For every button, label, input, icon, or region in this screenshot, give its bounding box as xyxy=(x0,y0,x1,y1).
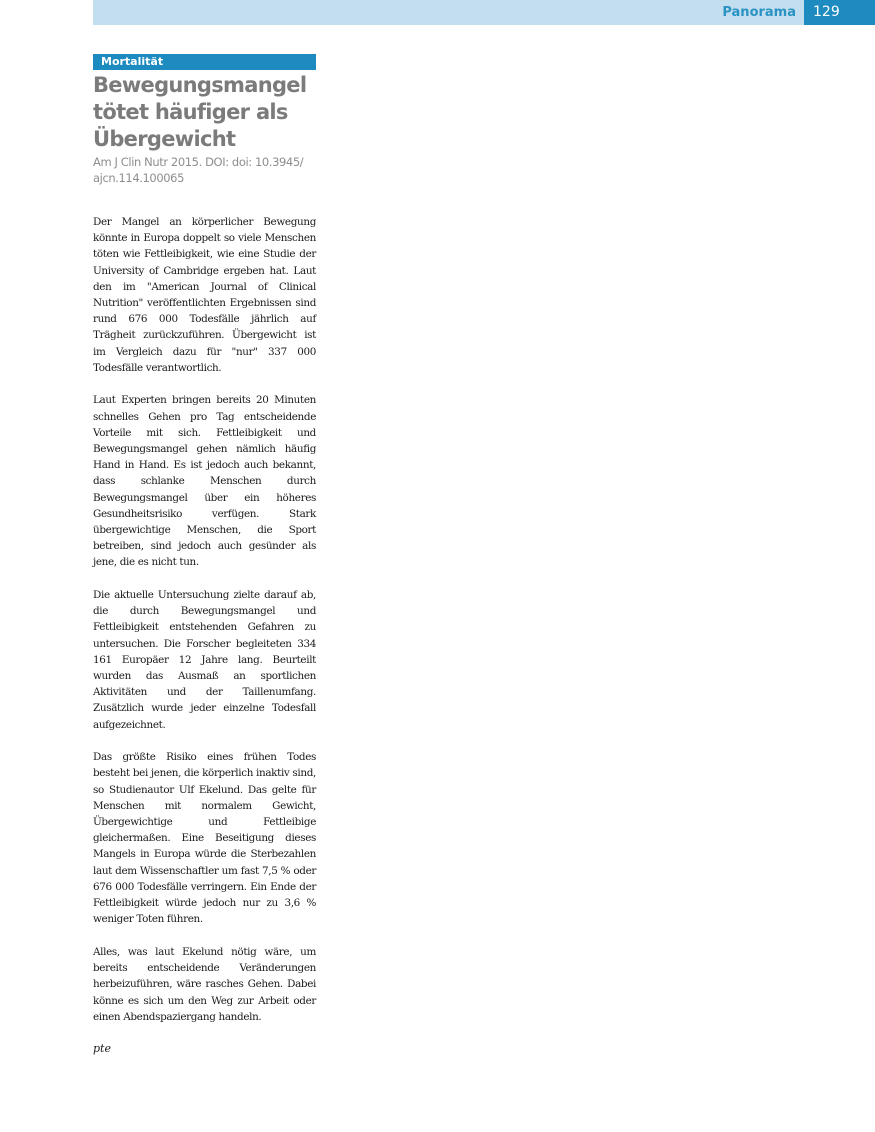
page-header-bar xyxy=(93,0,804,25)
page-number: 129 xyxy=(813,4,840,20)
paragraph: Der Mangel an körperlicher Bewegung könnte in Europa doppelt so viele Menschen töten wie Fettleibigkeit, wie eine Studie der University of Cambridge ergeben hat. Laut den im "American Journal of Clinical Nutrition" veröffentlichten Ergebnissen sind rund 676 000 Todesfälle jährlich auf Trägheit zurückzuführen. Übergewicht ist im Vergleich dazu für "nur" 337 000 Todesfälle verantwortlich. xyxy=(93,216,316,374)
article-title: Bewegungsmangel tötet häufiger als Übergewicht xyxy=(93,73,307,151)
paragraph: Die aktuelle Untersuchung zielte darauf ab, die durch Bewegungsmangel und Fettleibigkeit entstehenden Gefahren zu untersuchen. Die Forscher begleiteten 334 161 Europäer 12 Jahre lang. Beurteilt wurden das Ausmaß an sportlichen Aktivitäten und der Taillenumfang. Zusätzlich wurde jeder einzelne Todesfall aufgezeichnet. xyxy=(93,589,316,731)
article-body xyxy=(93,214,316,1057)
paragraph: Das größte Risiko eines frühen Todes besteht bei jenen, die körperlich inaktiv sind, so Studienautor Ulf Ekelund. Das gelte für Menschen mit normalem Gewicht, Übergewichtige und Fettleibige gleichermaßen. Eine Beseitigung dieses Mangels in Europa würde die Sterbezahlen laut dem Wissenschaftler um fast 7,5 % oder 676 000 Todesfälle verringern. Ein Ende der Fettleibigkeit würde jedoch nur zu 3,6 % weniger Toten führen. xyxy=(93,751,316,926)
article-author: pte xyxy=(93,1042,111,1056)
category-banner xyxy=(93,54,316,70)
paragraph: Laut Experten bringen bereits 20 Minuten schnelles Gehen pro Tag entscheidende Vorteile mit sich. Fettleibigkeit und Bewegungsmangel gehen nämlich häufig Hand in Hand. Es ist jedoch auch bekannt, dass schlanke Menschen durch Bewegungsmangel über ein höheres Gesundheitsrisiko verfügen. Stark übergewichtige Menschen, die Sport betreiben, sind jedoch auch gesünder als jene, die es nicht tun. xyxy=(93,394,316,569)
page-number-box xyxy=(804,0,875,25)
article-citation: Am J Clin Nutr 2015. DOI: doi: 10.3945/ ajcn.114.100065 xyxy=(93,155,304,185)
paragraph: Alles, was laut Ekelund nötig wäre, um bereits entscheidende Veränderungen herbeizuführen, wäre rasches Gehen. Dabei könne es sich um den Weg zur Arbeit oder einen Abendspaziergang handeln. xyxy=(93,945,316,1023)
category-label: Mortalität xyxy=(101,55,164,68)
section-label: Panorama xyxy=(722,5,796,20)
